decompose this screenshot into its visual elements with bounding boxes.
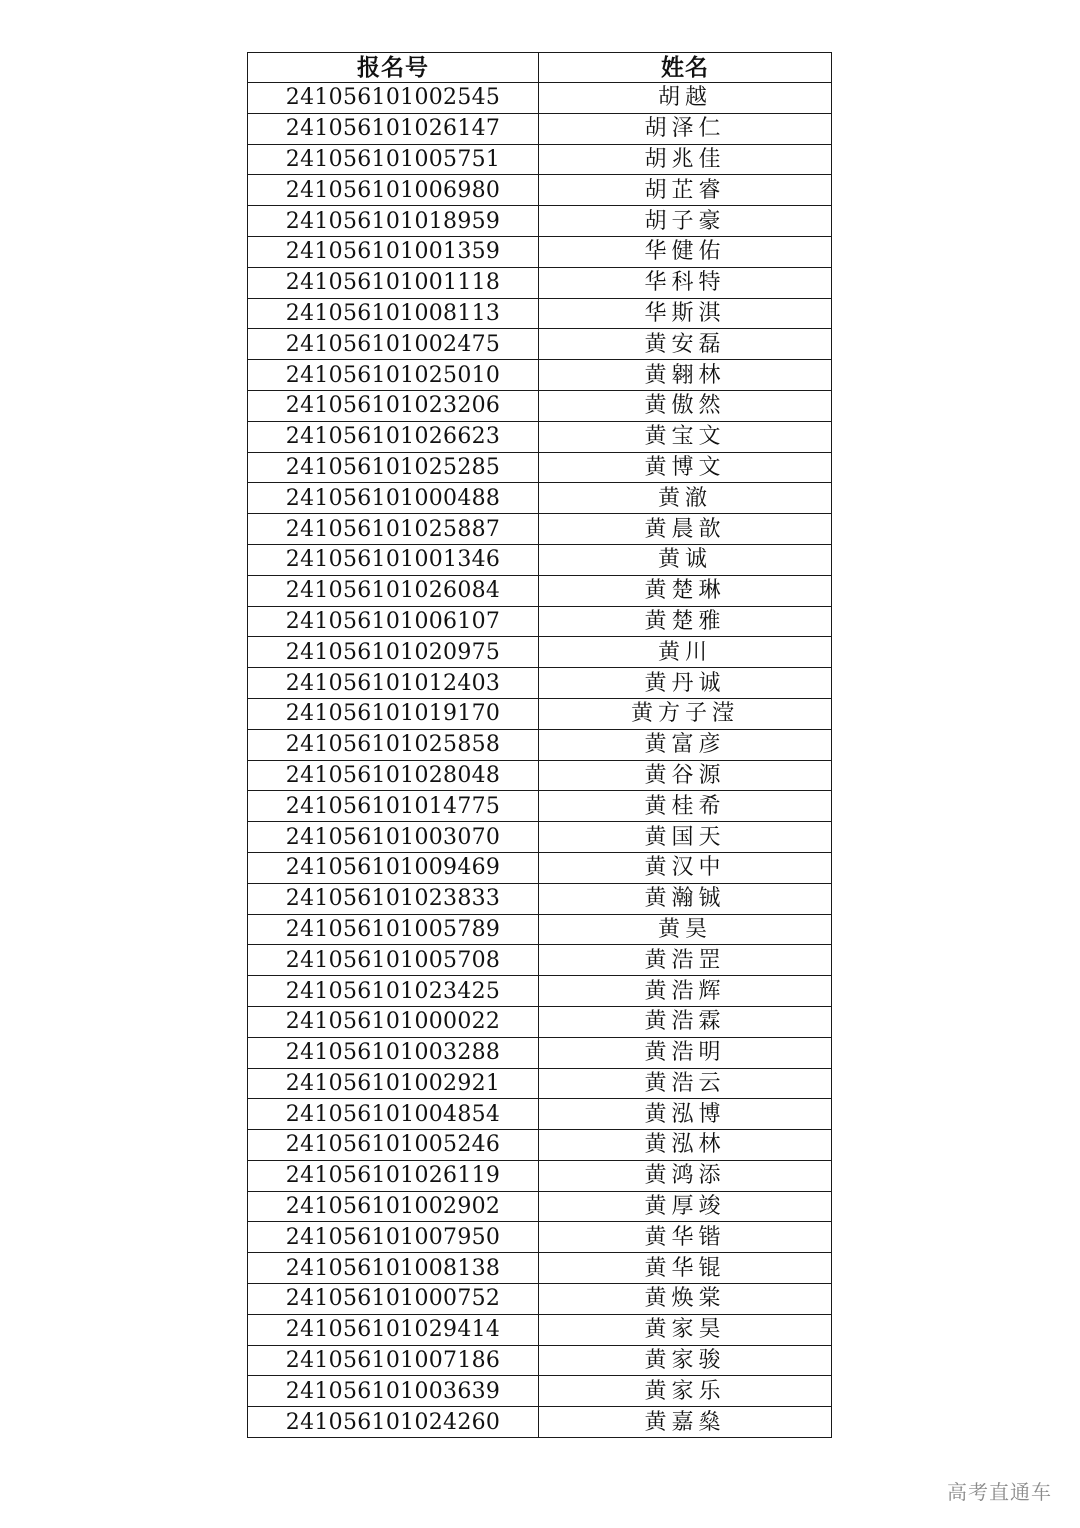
registration-number-cell: 241056101020975: [248, 637, 539, 668]
table-row: [248, 729, 832, 760]
table-row: [248, 822, 832, 853]
name-cell: 黄浩罡: [539, 945, 832, 976]
watermark-text: 高考直通车: [947, 1480, 1052, 1504]
name-cell: 黄宝文: [539, 421, 832, 452]
name-cell: 胡泽仁: [539, 113, 832, 144]
name-cell: 黄桂希: [539, 791, 832, 822]
registration-number-cell: 241056101008113: [248, 298, 539, 329]
registration-number-cell: 241056101003639: [248, 1376, 539, 1407]
name-cell: 黄浩霖: [539, 1006, 832, 1037]
registration-number-cell: 241056101026119: [248, 1160, 539, 1191]
name-cell: 黄浩辉: [539, 976, 832, 1007]
registration-number-cell: 241056101000022: [248, 1006, 539, 1037]
registration-number-cell: 241056101001359: [248, 236, 539, 267]
table-row: [248, 298, 832, 329]
table-row: [248, 113, 832, 144]
table-header-row: [248, 53, 832, 83]
registration-number-cell: 241056101024260: [248, 1407, 539, 1438]
table-row: [248, 668, 832, 699]
table-row: [248, 544, 832, 575]
table-row: [248, 1284, 832, 1315]
table-row: [248, 1407, 832, 1438]
table-row: [248, 83, 832, 114]
name-cell: 黄浩云: [539, 1068, 832, 1099]
table-row: [248, 514, 832, 545]
registration-number-cell: 241056101006980: [248, 175, 539, 206]
registration-number-cell: 241056101004854: [248, 1099, 539, 1130]
registration-number-cell: 241056101025010: [248, 360, 539, 391]
table-row: [248, 206, 832, 237]
name-cell: 黄富彦: [539, 729, 832, 760]
registration-number-cell: 241056101026084: [248, 575, 539, 606]
name-cell: 黄家乐: [539, 1376, 832, 1407]
registration-number-cell: 241056101025285: [248, 452, 539, 483]
table-row: [248, 1068, 832, 1099]
table-row: [248, 606, 832, 637]
name-cell: 黄厚竣: [539, 1191, 832, 1222]
table-row: [248, 390, 832, 421]
table-row: [248, 421, 832, 452]
name-cell: 黄楚雅: [539, 606, 832, 637]
table-row: [248, 1345, 832, 1376]
registration-number-cell: 241056101001346: [248, 544, 539, 575]
name-cell: 华健佑: [539, 236, 832, 267]
table-row: [248, 1222, 832, 1253]
registration-number-cell: 241056101026623: [248, 421, 539, 452]
registration-number-cell: 241056101019170: [248, 698, 539, 729]
table-row: [248, 1314, 832, 1345]
table-row: [248, 175, 832, 206]
table-body: [248, 83, 832, 1438]
registration-number-cell: 241056101025858: [248, 729, 539, 760]
name-cell: 黄安磊: [539, 329, 832, 360]
name-cell: 黄汉中: [539, 852, 832, 883]
registration-number-cell: 241056101007186: [248, 1345, 539, 1376]
name-cell: 黄丹诚: [539, 668, 832, 699]
table-row: [248, 1099, 832, 1130]
name-cell: 华科特: [539, 267, 832, 298]
table-row: [248, 883, 832, 914]
name-cell: 黄华锟: [539, 1253, 832, 1284]
name-cell: 黄昊: [539, 914, 832, 945]
table-row: [248, 1130, 832, 1161]
registration-number-cell: 241056101018959: [248, 206, 539, 237]
table-row: [248, 945, 832, 976]
registration-number-cell: 241056101029414: [248, 1314, 539, 1345]
name-cell: 黄泓林: [539, 1130, 832, 1161]
registration-number-cell: 241056101002902: [248, 1191, 539, 1222]
table-row: [248, 360, 832, 391]
registration-number-cell: 241056101007950: [248, 1222, 539, 1253]
table-row: [248, 267, 832, 298]
table-row: [248, 144, 832, 175]
applicant-table: [247, 52, 832, 1438]
registration-number-cell: 241056101008138: [248, 1253, 539, 1284]
registration-number-cell: 241056101005246: [248, 1130, 539, 1161]
table-row: [248, 637, 832, 668]
name-cell: 黄家骏: [539, 1345, 832, 1376]
name-cell: 黄鸿添: [539, 1160, 832, 1191]
table-row: [248, 1253, 832, 1284]
name-cell: 黄川: [539, 637, 832, 668]
table-row: [248, 791, 832, 822]
registration-number-cell: 241056101002475: [248, 329, 539, 360]
table-row: [248, 914, 832, 945]
table-row: [248, 575, 832, 606]
name-cell: 黄傲然: [539, 390, 832, 421]
registration-number-cell: 241056101005708: [248, 945, 539, 976]
name-cell: 胡芷睿: [539, 175, 832, 206]
table-row: [248, 1376, 832, 1407]
registration-number-cell: 241056101003288: [248, 1037, 539, 1068]
registration-number-cell: 241056101025887: [248, 514, 539, 545]
name-cell: 黄谷源: [539, 760, 832, 791]
table-row: [248, 1160, 832, 1191]
name-cell: 胡越: [539, 83, 832, 114]
registration-number-cell: 241056101005789: [248, 914, 539, 945]
header-name: 姓名: [539, 53, 832, 83]
registration-number-cell: 241056101001118: [248, 267, 539, 298]
name-cell: 胡兆佳: [539, 144, 832, 175]
registration-number-cell: 241056101000752: [248, 1284, 539, 1315]
registration-number-cell: 241056101002921: [248, 1068, 539, 1099]
registration-number-cell: 241056101002545: [248, 83, 539, 114]
name-cell: 黄方子滢: [539, 698, 832, 729]
header-registration-number: 报名号: [248, 53, 539, 83]
name-cell: 黄浩明: [539, 1037, 832, 1068]
registration-number-cell: 241056101028048: [248, 760, 539, 791]
table-row: [248, 1006, 832, 1037]
registration-number-cell: 241056101000488: [248, 483, 539, 514]
table-row: [248, 236, 832, 267]
name-cell: 黄楚琳: [539, 575, 832, 606]
name-cell: 黄泓博: [539, 1099, 832, 1130]
registration-number-cell: 241056101023833: [248, 883, 539, 914]
name-cell: 黄澈: [539, 483, 832, 514]
name-cell: 黄瀚铖: [539, 883, 832, 914]
registration-number-cell: 241056101003070: [248, 822, 539, 853]
name-cell: 黄晨歆: [539, 514, 832, 545]
table-row: [248, 1191, 832, 1222]
table-row: [248, 1037, 832, 1068]
table-row: [248, 698, 832, 729]
registration-number-cell: 241056101014775: [248, 791, 539, 822]
name-cell: 黄嘉燊: [539, 1407, 832, 1438]
name-cell: 黄国天: [539, 822, 832, 853]
registration-number-cell: 241056101006107: [248, 606, 539, 637]
table-row: [248, 760, 832, 791]
name-cell: 黄家昊: [539, 1314, 832, 1345]
registration-number-cell: 241056101005751: [248, 144, 539, 175]
table-row: [248, 483, 832, 514]
table-row: [248, 976, 832, 1007]
table-row: [248, 852, 832, 883]
name-cell: 胡子豪: [539, 206, 832, 237]
table-row: [248, 329, 832, 360]
registration-number-cell: 241056101023206: [248, 390, 539, 421]
name-cell: 黄翱林: [539, 360, 832, 391]
name-cell: 黄焕棠: [539, 1284, 832, 1315]
name-cell: 黄诚: [539, 544, 832, 575]
registration-number-cell: 241056101012403: [248, 668, 539, 699]
registration-number-cell: 241056101026147: [248, 113, 539, 144]
registration-number-cell: 241056101009469: [248, 852, 539, 883]
registration-number-cell: 241056101023425: [248, 976, 539, 1007]
name-cell: 黄华锴: [539, 1222, 832, 1253]
table-row: [248, 452, 832, 483]
name-cell: 华斯淇: [539, 298, 832, 329]
name-cell: 黄博文: [539, 452, 832, 483]
